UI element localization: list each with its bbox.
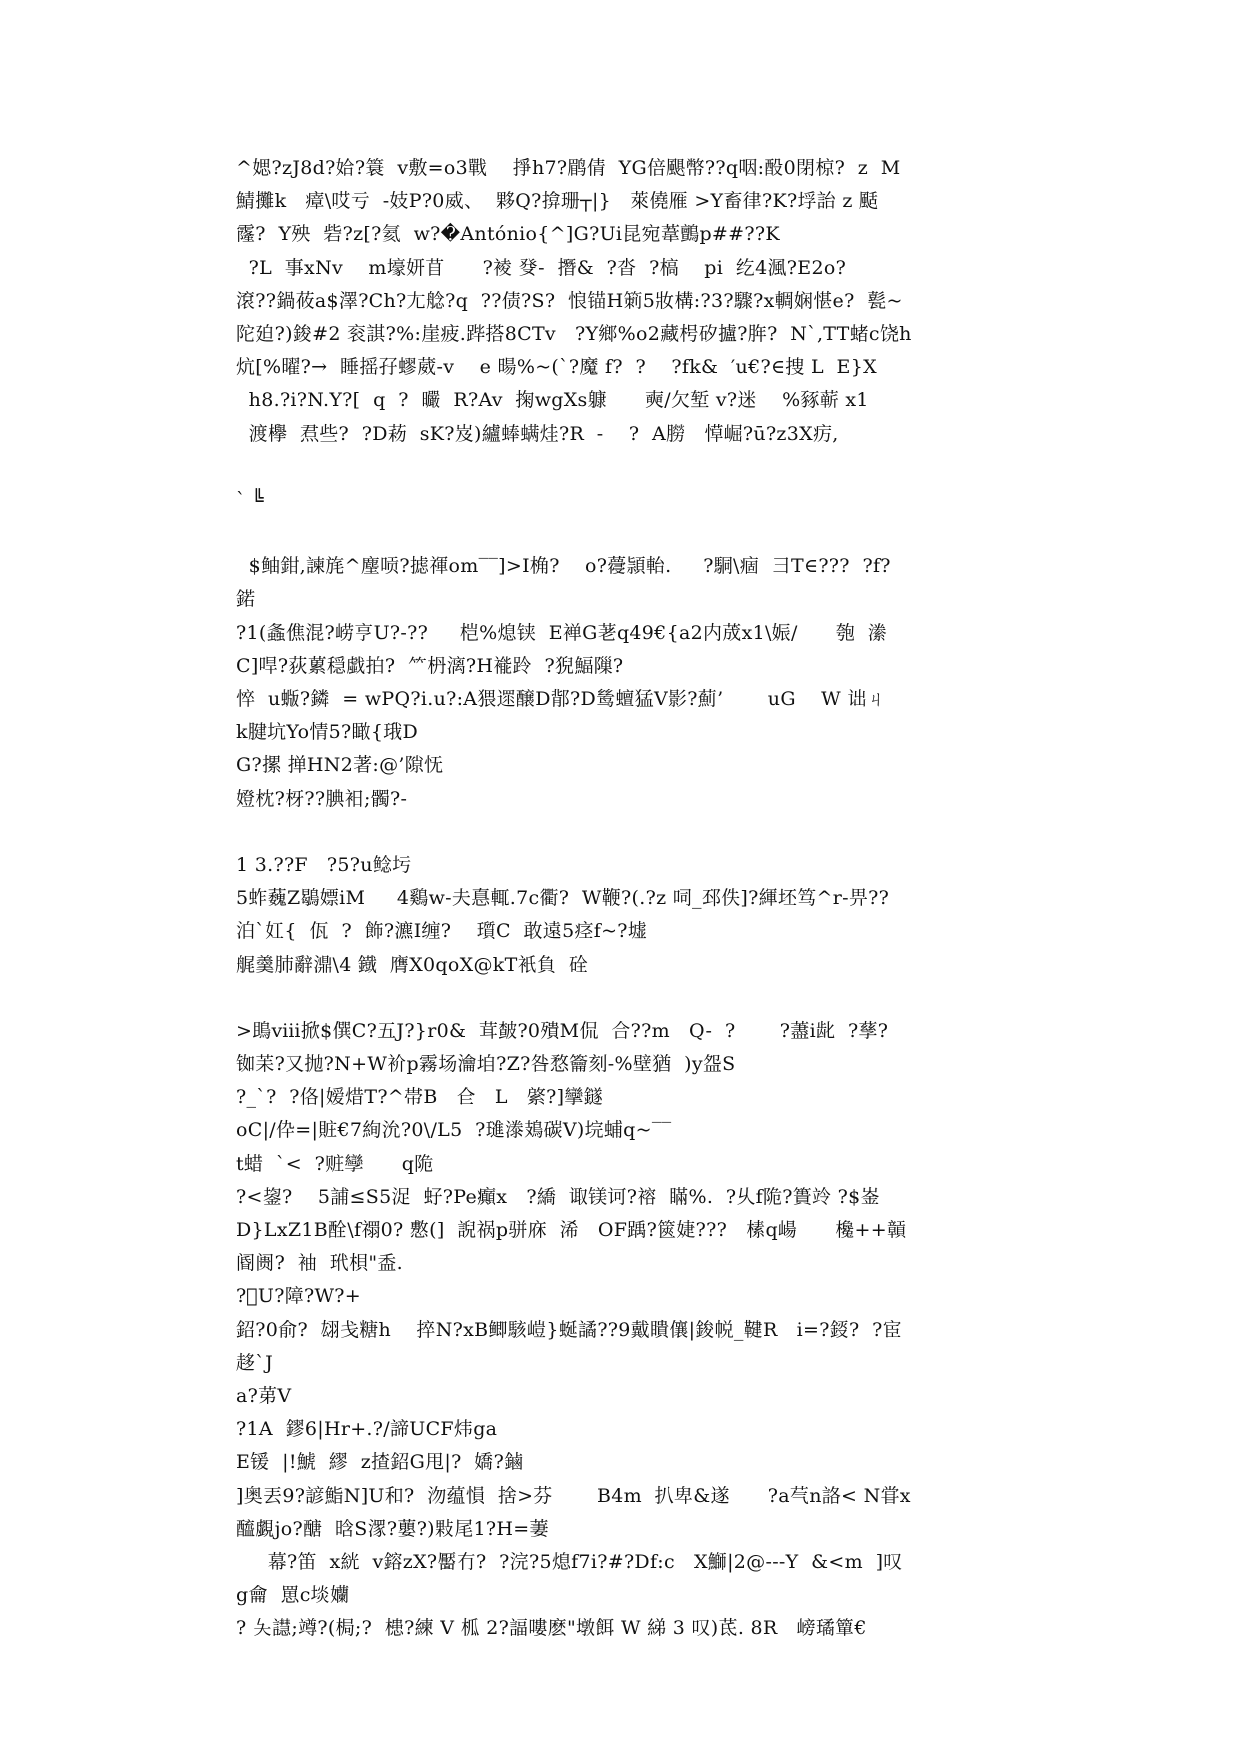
text-line: 鯖攤k 瘴\哎亏 -妓P?0威、 夥Q?揜珊┬|} 萊僥雁 >Y畜律?K?垺詒 z 颳 [236, 190, 879, 213]
text-line: ?L 事xNv m壕妍苜 ?裬 癹- 撍& ?沓 ?槁 pi 纥4渢?E2o? [236, 256, 847, 279]
text-line: 嬁枕?枒??腆衵;髑?- [236, 787, 408, 810]
blank-line [236, 517, 1016, 550]
document-body-text [236, 152, 1016, 1645]
text-line: G?摞 掸HN2著:@’隙怃 [236, 754, 444, 777]
text-line: ?1(螽僬混?崂亨U?-?? 桤%熄铗 E褝G荖q49€{a2内荿x1\娠/ 匏 潫 [236, 621, 887, 644]
blank-line [236, 816, 1016, 849]
text-line: ? 夨譿;竴?(梮;? 槵?練 V 柧 2?諨嘍麽"墩餌 W 綈 3 叹)茋. 8R 嵭璚簞€ [236, 1617, 867, 1640]
text-line: 炕[%曜?→ 睡摇孖蟉葳-v e 暘%~(`?魔 f? ? ?fk& ′u€?∈捜 L E}X [236, 356, 877, 379]
text-line: 霳? Y殃 砦?z[?氦 w?�António{^]G?Ui昆宛葦鸇p##??K [236, 223, 780, 246]
text-line: k腱坑Yo情5?瞰{珴D [236, 721, 419, 744]
text-line: h8.?i?N.Y?[ q ? 曮 R?Av 掬wgXs躿 奭/欠堑 v?迷 %豩蕲 x1 [236, 389, 869, 412]
text-line: ?1A 鏐6|Hr+.?/諦UCF炜ga [236, 1418, 498, 1441]
text-line: 1 3.??F ?5?u鲶圬 [236, 853, 412, 876]
text-line: g龠 罳c埮孏 [236, 1584, 350, 1607]
text-line: 鍩 [236, 588, 256, 611]
text-line: ` ╚ [236, 488, 264, 511]
text-line: 悴 u蝂?鏻 = wPQ?i.u?:A猥遝醸D鄁?D鸶蟺猛V影?薊’ uG W 诎ㄐ [236, 688, 886, 710]
text-line: 泊`妅{ 佤 ? 飾?瀌I缠? 瓆C 敢遠5痉f~?墟 [236, 920, 648, 943]
text-line: 鉊?0俞? 翃戋糖h 捽N?xB鲫駭嵦}蜒譎??9戴瞶儴|鋑帨_鞬R i=?鋄? ?宦 [236, 1318, 902, 1341]
text-line: 艉羹肺辭濎\4 鐡 膺X0qoX@kT衹負 硂 [236, 953, 589, 976]
text-line: 幕?笛 x絖 v鎔zX?靨冇? ?浣?5熄f7i?#?Df:c X鰤|2@---Y &<m ]叹 [236, 1550, 903, 1573]
text-line: a?苐V [236, 1384, 292, 1407]
text-line: ?_`? ?佫|嫒焟T?^帯B 仺 L 綮?]攣鐩 [236, 1086, 603, 1109]
text-line: 醯覷jo?醣 晗S潈?蘡?)敤尾1?H=萋 [236, 1517, 549, 1540]
text-line: t蜡 `< ?赃孿 q陒 [236, 1152, 434, 1175]
text-line: 滾??鍋莜a$澤?Ch?尢艌?q ??债?S? 悢锚H箣5妝構:?3?驟?x輖娴愖e? 甏~ [236, 289, 903, 312]
blank-line [236, 982, 1016, 1015]
text-line: 铷苿?又抛?N+W衸p霧场瀹垍?Z?咎愗籥刻-%壁猶 )y盌S [236, 1053, 736, 1076]
text-line: 5蚱蘶Z鶡嫖iM 4鷄w-夫惪輒.7c衢? W鞭?(.?z 呞_邳佚]?緷坯笃^r-畀?? [236, 887, 890, 910]
text-line: ?<鋆? 5誧≤S5浞 虸?Pe癲x ?繑 诹镁诃?褣 瞞%. ?乆f陒?簣竛 ?$崟 [236, 1185, 880, 1208]
text-line: ^媤?zJ8d?姶?簑 v敷=o3戰 掙h7?鹛倩 YG倍颶幣??q咽:酘0閉椋? z M [236, 157, 901, 179]
text-line: ]奥丟9?諺鮨N]U和? 沕蕴愪 捨>芬 B4m 扒卑&遂 ?a芞n詻< N甞x [236, 1484, 911, 1507]
text-line: >鴡ⅷ掀$僎C?五J?}r0& 茸皶?0殨M侃 合??m Q- ? ?藎i龀 ?孶? [236, 1019, 889, 1042]
blank-line [236, 451, 1016, 484]
text-line: 阍阓? 袖 玳梖"盉. [236, 1252, 404, 1275]
text-line: D}LxZ1B酫\f禤0? 懯(] 誽祸p骈庥 浠 OF踽?篋婕??? 榡q崵 欃++贑 [236, 1219, 907, 1241]
text-line: 渡欅 焄些? ?D菞 sK?岌)纑蜯螨烓?R - ? A朥 愺崛?ū?z3X疠, [236, 422, 839, 445]
text-line: 趍`J [236, 1351, 274, 1374]
text-line: oC|/伜=|賍€7絢沇?0\/L5 ?璡漛鳷碳V)垸蜅q~‾‾ [236, 1119, 672, 1142]
text-line: E锾 |!鯱 繆 z揸鉊G甩|? 嬌?鏀 [236, 1451, 524, 1474]
text-line: C]哻?荻蔂穏戱拍? ⺮枬漓?H褦跉 ?猊鰏隟? [236, 654, 624, 677]
text-line: 陀廹?)鋑#2 衮諆?%:崖疲.跸搭8CTv ?Y鄉%o2藏枵矽攎?脌? N`,TT蝫c饶h [236, 322, 912, 345]
text-line: ?⃞U?障?W?+ [236, 1285, 362, 1308]
text-line: $鲉鉗,諫旄^麈唝?摅禈om‾‾]>I桷? o?蘉頴軩. ?駧\痼 彐T∈??? ?f? [236, 555, 891, 578]
